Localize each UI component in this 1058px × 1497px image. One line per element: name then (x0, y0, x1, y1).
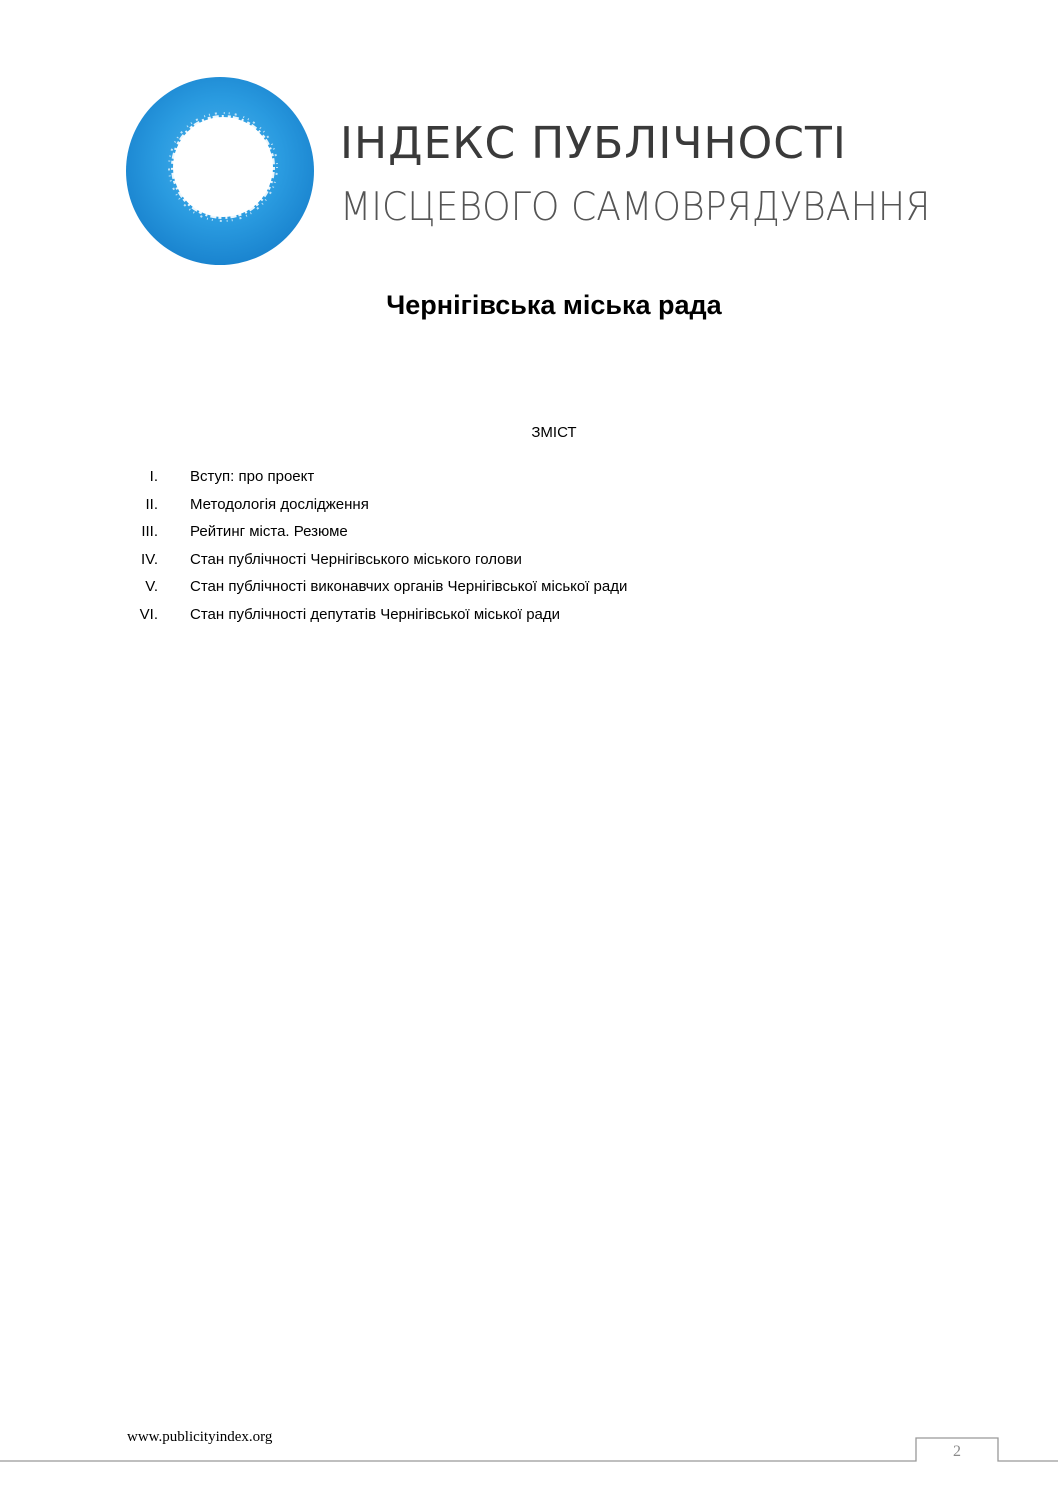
logo-title-line-1: ІНДЕКС ПУБЛІЧНОСТІ (340, 118, 847, 169)
toc-text: Рейтинг міста. Резюме (190, 523, 348, 540)
toc-numeral: IV. (141, 550, 158, 568)
page-number: 2 (953, 1443, 961, 1460)
footer-url[interactable]: www.publicityindex.org (127, 1429, 273, 1445)
toc-heading: ЗМІСТ (531, 424, 577, 441)
toc-numeral: II. (145, 495, 158, 513)
toc-text: Стан публічності Чернігівського міського голови (190, 550, 522, 568)
toc-numeral: V. (145, 578, 158, 595)
page-title: Чернігівська міська рада (386, 290, 722, 320)
toc-numeral: VI. (139, 605, 158, 623)
toc-text: Вступ: про проект (190, 468, 315, 485)
toc-text: Методологія дослідження (190, 495, 369, 513)
toc-text: Стан публічності виконавчих органів Чернігівської міської ради (190, 578, 628, 595)
toc-numeral: III. (141, 523, 158, 540)
toc-item[interactable] (0, 577, 900, 605)
toc-item[interactable] (0, 467, 900, 495)
toc-item[interactable] (0, 605, 900, 633)
toc-text: Стан публічності депутатів Чернігівської міської ради (190, 605, 561, 623)
toc-item[interactable] (0, 550, 900, 578)
logo-ring-icon (126, 77, 314, 265)
toc-item[interactable] (0, 495, 900, 523)
toc-numeral: I. (149, 468, 158, 485)
toc-item[interactable] (0, 522, 900, 550)
logo-title-line-2: МІСЦЕВОГО САМОВРЯДУВАННЯ (340, 185, 931, 230)
table-of-contents (0, 467, 900, 632)
